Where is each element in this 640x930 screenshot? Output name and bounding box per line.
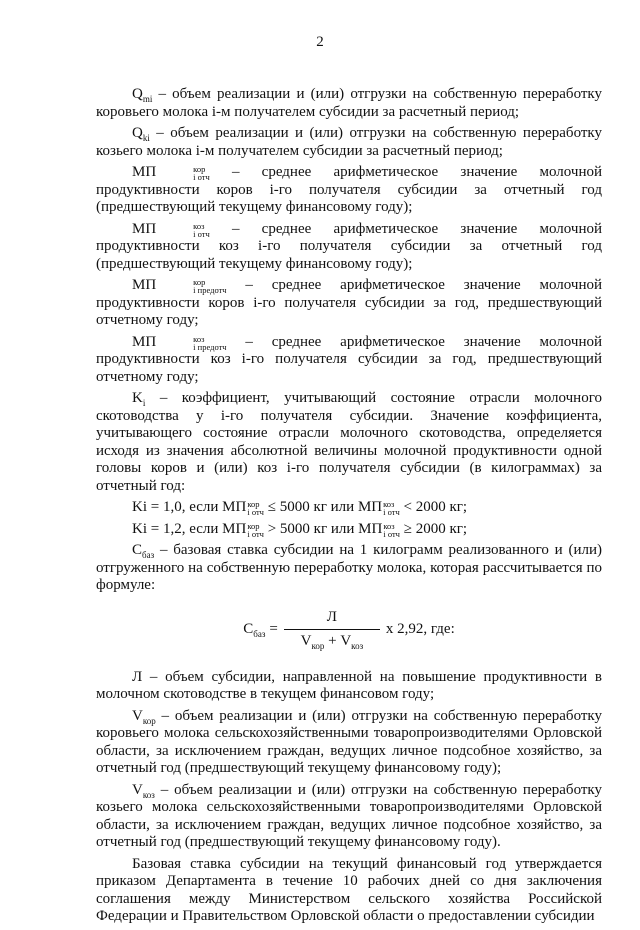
definition-v-koz: $V_{коз}$ – объем реализации и (или) отгрузки на собственную переработку козьего молока сельскохозяйственными товаропроизводителями Орловской области, за исключением граждан, ведущих личное подсобное хозяйство, за отчетный год (предшествующий текущему финансовому году). (96, 781, 602, 850)
condition-k-1-0: Ki = 1,0, если МП кор i отч ≤ 5000 кг или МП коз i отч < 2000 кг; (132, 499, 468, 517)
formula-tail: х 2,92, где: (385, 620, 455, 637)
formula-numerator: Л (326, 608, 337, 625)
definition-k-i: $K_i$ – коэффициент, учитывающий состояние отрасли молочного скотоводства у i-го получателя субсидии. Значение коэффициента, учитывающего состояние отрасли молочного скотоводства, определяется исходя из значения абсолютной величины молочной продуктивности одной головы коров и (или) коз i-го получателя субсидии (в килограммах) за отчетный год: (96, 390, 602, 494)
document-body (96, 86, 602, 930)
definition-v-kor: $V_{кор}$ – объем реализации и (или) отгрузки на собственную переработку коровьего молока сельскохозяйственными товаропроизводителями Орловской области, за исключением граждан, ведущих личное подсобное хозяйство, за отчетный год (предшествующий текущему финансовому году); (96, 707, 602, 776)
final-paragraph: Базовая ставка субсидии на текущий финансовый год утверждается приказом Департамента в течение 10 рабочих дней со дня заключения соглашения между Министерством сельского хозяйства Российской Федерации и Правительством Орловской области о предоставлении субсидии (96, 855, 602, 924)
definition-q-ki: $Q_{ki}$ – объем реализации и (или) отгрузки на собственную переработку козьего молока i-м получателем субсидии за расчетный период; (96, 125, 602, 159)
definition-mp-koz-predotch: МП коз i предотч – среднее арифметическое значение молочной продуктивности коз i-го получателя субсидии за год, предшествующий отчетному году; (96, 333, 602, 385)
definition-mp-koz-otch: МП коз i отч – среднее арифметическое значение молочной продуктивности коз i-го получателя субсидии за отчетный год (предшествующий текущему финансовому году); (96, 220, 602, 272)
definition-mp-kor-otch: МП кор i отч – среднее арифметическое значение молочной продуктивности коров i-го получателя субсидии за отчетный год (предшествующий текущему финансовому году); (96, 164, 602, 215)
definition-q-mi: $Q_{mi}$ – объем реализации и (или) отгрузки на собственную переработку коровьего молока i-м получателем субсидии за расчетный период; (96, 86, 602, 120)
formula-equals: = (269, 620, 278, 637)
formula-fraction (284, 609, 380, 651)
definition-c-baz: $С_{баз}$ – базовая ставка субсидии на 1 килограмм реализованного и (или) отгруженного на собственную переработку молока, которая рассчитывается по формуле: (96, 542, 602, 593)
formula-lhs: $С_{баз}$ (243, 620, 266, 639)
base-rate-formula (96, 609, 602, 651)
condition-k-1-2: Ki = 1,2, если МП кор i отч > 5000 кг или МП коз i отч ≥ 2000 кг; (132, 520, 468, 539)
definition-mp-kor-predotch: МП кор i предотч – среднее арифметическое значение молочной продуктивности коров i-го получателя субсидии за год, предшествующий отчетному году; (96, 277, 602, 328)
definition-l: Л – объем субсидии, направленной на повышение продуктивности в молочном скотоводстве в текущем финансовом году; (96, 668, 602, 702)
page-number: 2 (316, 34, 324, 50)
formula-denominator: $V_{кор} + V_{коз}$ (300, 633, 364, 651)
